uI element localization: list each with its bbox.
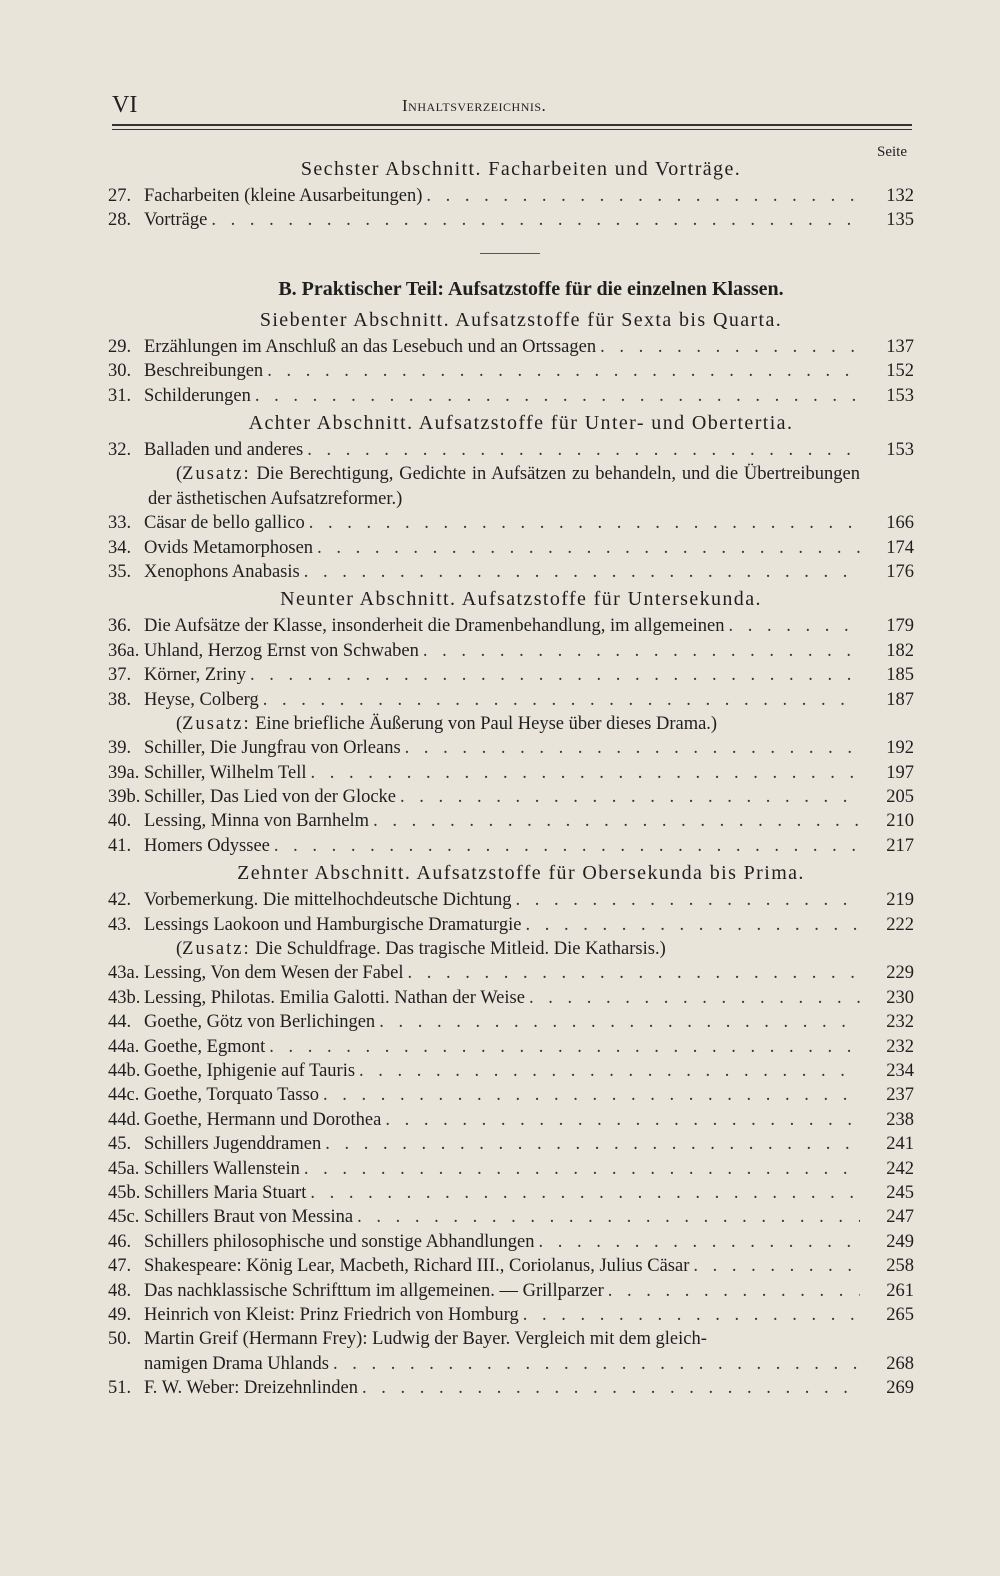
- leader-dots: [274, 834, 860, 858]
- leader-dots: [385, 1108, 860, 1132]
- section-heading: Achter Abschnitt. Aufsatzstoffe für Unter- und Obertertia.: [248, 411, 794, 434]
- entry-page: 242: [886, 1158, 914, 1179]
- entry-number: 28.: [108, 210, 132, 231]
- entry-page: 245: [886, 1182, 914, 1203]
- toc-entry: [108, 1376, 914, 1400]
- entry-title: Heinrich von Kleist: Prinz Friedrich von Homburg: [144, 1304, 519, 1325]
- section-separator: [108, 233, 914, 273]
- entry-title: Lessing, Von dem Wesen der Fabel: [144, 963, 404, 984]
- entry-number: 41.: [108, 835, 132, 856]
- leader-dots: [304, 560, 860, 584]
- leader-dots: [250, 663, 860, 687]
- entry-title: Goethe, Iphigenie auf Tauris: [144, 1061, 356, 1081]
- section-heading: Zehnter Abschnitt. Aufsatzstoffe für Obersekunda bis Prima.: [237, 862, 805, 885]
- entry-title: Facharbeiten (kleine Ausarbeitungen): [144, 186, 423, 206]
- toc-entry: [108, 736, 914, 760]
- entry-page: 135: [886, 210, 914, 231]
- entry-page: 222: [886, 914, 914, 935]
- entry-page: 176: [886, 561, 914, 582]
- entry-page: 197: [886, 762, 914, 783]
- toc-entry: [108, 1035, 914, 1059]
- toc-entry: [108, 1205, 914, 1229]
- entry-title: Vorträge: [144, 210, 208, 231]
- entry-page: 179: [886, 616, 914, 637]
- entry-page: 230: [886, 987, 914, 1008]
- entry-title: Vorbemerkung. Die mittelhochdeutsche Dichtung: [144, 890, 512, 911]
- toc-entry: [108, 1254, 914, 1278]
- leader-dots: [379, 1010, 860, 1034]
- note-label: Zusatz:: [182, 464, 251, 485]
- leader-dots: [304, 1157, 860, 1181]
- entry-number: 51.: [108, 1378, 132, 1399]
- entry-title: Schillers Braut von Messina: [144, 1207, 354, 1228]
- toc-entry: [108, 359, 914, 383]
- entry-page: 261: [886, 1280, 914, 1301]
- entry-page: 234: [886, 1061, 914, 1081]
- entry-number: 39a.: [108, 762, 140, 783]
- leader-dots: [600, 335, 860, 359]
- leader-dots: [405, 736, 860, 760]
- note-text: Die Berechtigung, Gedichte in Aufsätzen zu behandeln, und die Übertreibungen der ästhetischen Aufsatzreformer.): [148, 464, 860, 509]
- entry-page: 217: [886, 835, 914, 856]
- leader-dots: [516, 888, 860, 912]
- entry-number: 36a.: [108, 640, 140, 661]
- note-text: Eine briefliche Äußerung von Paul Heyse über dieses Drama.): [255, 713, 718, 734]
- entry-page: 210: [886, 811, 914, 832]
- entry-note: (Zusatz: Die Berechtigung, Gedichte in Aufsätzen zu behandeln, und die Übertreibungen der ästhetischen Aufsatzreformer.): [148, 464, 860, 509]
- section-heading: Siebenter Abschnitt. Aufsatzstoffe für Sexta bis Quarta.: [259, 308, 783, 331]
- entry-page: 241: [886, 1134, 914, 1155]
- entry-title: Goethe, Götz von Berlichingen: [144, 1012, 376, 1033]
- entry-number: 39b.: [108, 787, 141, 808]
- leader-dots: [423, 639, 860, 663]
- entry-title: Schillers Maria Stuart: [144, 1182, 307, 1203]
- entry-number: 44b.: [108, 1061, 141, 1081]
- entry-page: 192: [886, 738, 914, 759]
- entry-page: 152: [886, 361, 914, 382]
- leader-dots: [523, 1303, 860, 1327]
- entry-title: Beschreibungen: [144, 361, 264, 382]
- toc-entry: [108, 1108, 914, 1132]
- toc-entry: [108, 1083, 914, 1107]
- entry-title: Goethe, Egmont: [144, 1036, 266, 1057]
- entry-page: 265: [886, 1304, 914, 1325]
- entry-title: Schilderungen: [144, 385, 251, 406]
- entry-page: 205: [886, 787, 914, 808]
- entry-number: 43a.: [108, 963, 140, 984]
- entry-number: 46.: [108, 1231, 132, 1252]
- entry-page: 258: [886, 1256, 914, 1277]
- leader-dots: [539, 1230, 860, 1254]
- entry-note: (Zusatz: Eine briefliche Äußerung von Paul Heyse über dieses Drama.): [176, 713, 718, 734]
- entry-number: 45c.: [108, 1207, 140, 1228]
- entry-title: Lessing, Philotas. Emilia Galotti. Nathan der Weise: [144, 987, 525, 1008]
- entry-page: 185: [886, 665, 914, 686]
- entry-number: 44c.: [108, 1085, 140, 1106]
- entry-number: 31.: [108, 385, 132, 406]
- leader-dots: [693, 1254, 860, 1278]
- entry-number: 50.: [108, 1329, 132, 1350]
- entry-number: 37.: [108, 665, 132, 686]
- entry-number: 42.: [108, 890, 132, 911]
- toc-entry: [108, 663, 914, 687]
- entry-number: 34.: [108, 537, 132, 558]
- entry-number: 44d.: [108, 1109, 141, 1130]
- entry-page: 247: [886, 1207, 914, 1228]
- entry-title: Goethe, Torquato Tasso: [144, 1085, 320, 1106]
- toc-entry: [108, 761, 914, 785]
- toc-entry: [108, 809, 914, 833]
- leader-dots: [333, 1352, 860, 1376]
- leader-dots: [263, 688, 860, 712]
- leader-dots: [373, 809, 860, 833]
- entry-page: 229: [886, 963, 914, 984]
- entry-title: Heyse, Colberg: [144, 689, 259, 710]
- toc-entry: [108, 511, 914, 535]
- entry-title: Körner, Zriny: [144, 665, 247, 686]
- entry-number: 44.: [108, 1012, 132, 1033]
- entry-title: Goethe, Hermann und Dorothea: [144, 1109, 382, 1130]
- leader-dots: [729, 614, 860, 638]
- entry-page: 132: [886, 186, 914, 206]
- entry-title: Lessing, Minna von Barnhelm: [144, 811, 370, 832]
- entry-number: 45a.: [108, 1158, 140, 1179]
- toc-entry: [108, 1279, 914, 1303]
- leader-dots: [400, 785, 860, 809]
- entry-page: 187: [886, 689, 914, 710]
- entry-title: Xenophons Anabasis: [144, 561, 300, 582]
- entry-number: 30.: [108, 361, 132, 382]
- entry-number: 49.: [108, 1304, 132, 1325]
- part-heading: B. Praktischer Teil: Aufsatzstoffe für die einzelnen Klassen.: [278, 277, 784, 300]
- section-heading: Neunter Abschnitt. Aufsatzstoffe für Untersekunda.: [280, 588, 762, 611]
- leader-dots: [359, 1059, 860, 1083]
- toc-entry: [108, 1230, 914, 1254]
- leader-dots: [608, 1279, 860, 1303]
- section-heading: Sechster Abschnitt. Facharbeiten und Vorträge.: [300, 158, 742, 180]
- toc-entry: [108, 961, 914, 985]
- entry-title: Ovids Metamorphosen: [144, 537, 314, 558]
- entry-page: 238: [886, 1109, 914, 1130]
- entry-page: 219: [886, 890, 914, 911]
- leader-dots: [323, 1083, 860, 1107]
- entry-title: Balladen und anderes: [144, 439, 304, 460]
- toc-entry: [108, 834, 914, 858]
- entry-title: Schillers Jugenddramen: [144, 1134, 322, 1155]
- header-rule: [112, 124, 912, 126]
- leader-dots: [311, 761, 861, 785]
- entry-number: 33.: [108, 513, 132, 534]
- entry-number: 47.: [108, 1256, 132, 1277]
- toc-entry: [108, 1010, 914, 1034]
- toc-entry: [108, 1303, 914, 1327]
- toc-entry: [108, 208, 914, 232]
- toc-entry: [108, 184, 914, 208]
- entry-title: Martin Greif (Hermann Frey): Ludwig der Bayer. Vergleich mit dem gleich-: [144, 1329, 707, 1350]
- entry-page: 153: [886, 439, 914, 460]
- leader-dots: [317, 536, 860, 560]
- entry-page: 137: [886, 336, 914, 357]
- entry-note: (Zusatz: Die Schuldfrage. Das tragische Mitleid. Die Katharsis.): [176, 939, 666, 960]
- entry-number: 27.: [108, 186, 132, 206]
- entry-number: 36.: [108, 616, 132, 637]
- leader-dots: [408, 961, 860, 985]
- toc-entry: [108, 639, 914, 663]
- leader-dots: [310, 1181, 860, 1205]
- entry-number: 40.: [108, 811, 132, 832]
- page-header: [112, 92, 912, 122]
- toc-entry: [108, 438, 914, 462]
- entry-number: 45b.: [108, 1182, 141, 1203]
- leader-dots: [426, 184, 860, 208]
- page-number: VI: [112, 92, 138, 118]
- entry-page: 268: [886, 1353, 914, 1374]
- entry-number: 38.: [108, 689, 132, 710]
- note-label: Zusatz:: [182, 713, 251, 734]
- toc-entry: [108, 536, 914, 560]
- entry-number: 43b.: [108, 987, 141, 1008]
- entry-title: Homers Odyssee: [144, 835, 270, 856]
- leader-dots: [267, 359, 860, 383]
- entry-number: 32.: [108, 439, 132, 460]
- leader-dots: [525, 913, 860, 937]
- toc-entry: [108, 913, 914, 937]
- toc-entry: [108, 888, 914, 912]
- entry-title: Das nachklassische Schrifttum im allgemeinen. — Grillparzer: [144, 1280, 604, 1301]
- leader-dots: [269, 1035, 860, 1059]
- entry-number: 39.: [108, 738, 132, 759]
- entry-page: 249: [886, 1231, 914, 1252]
- table-of-contents: [108, 150, 914, 1400]
- toc-entry: [108, 785, 914, 809]
- entry-title: Schiller, Das Lied von der Glocke: [144, 787, 397, 808]
- entry-page: 232: [886, 1012, 914, 1033]
- entry-page: 237: [886, 1085, 914, 1106]
- leader-dots: [357, 1205, 860, 1229]
- toc-entry: [108, 688, 914, 712]
- toc-entry: [108, 1157, 914, 1181]
- entry-title: Schillers Wallenstein: [144, 1158, 300, 1179]
- toc-entry: [108, 384, 914, 408]
- entry-title: Erzählungen im Anschluß an das Lesebuch und an Ortssagen: [144, 336, 597, 357]
- entry-page: 153: [886, 385, 914, 406]
- toc-entry: [108, 1181, 914, 1205]
- header-rule-thin: [112, 129, 912, 130]
- entry-page: 232: [886, 1036, 914, 1057]
- entry-page: 166: [886, 513, 914, 534]
- entry-number: 35.: [108, 561, 132, 582]
- leader-dots: [255, 384, 860, 408]
- entry-title: Lessings Laokoon und Hamburgische Dramaturgie: [144, 914, 522, 935]
- toc-entry: [108, 1059, 914, 1083]
- entry-number: 44a.: [108, 1036, 140, 1057]
- toc-entry: [108, 1132, 914, 1156]
- entry-title: Schillers philosophische und sonstige Abhandlungen: [144, 1231, 535, 1252]
- leader-dots: [529, 986, 860, 1010]
- toc-entry: [108, 614, 914, 638]
- toc-entry: [108, 560, 914, 584]
- leader-dots: [307, 438, 860, 462]
- entry-title: Uhland, Herzog Ernst von Schwaben: [144, 640, 419, 661]
- leader-dots: [211, 208, 860, 232]
- entry-page: 269: [886, 1378, 914, 1399]
- toc-entry: [108, 1327, 914, 1351]
- toc-entry: [108, 986, 914, 1010]
- entry-title: Shakespeare: König Lear, Macbeth, Richard III., Coriolanus, Julius Cäsar: [144, 1256, 690, 1277]
- page-column-label: Seite: [877, 144, 907, 160]
- entry-title: F. W. Weber: Dreizehnlinden: [144, 1378, 359, 1399]
- entry-number: 48.: [108, 1280, 132, 1301]
- entry-title-continuation: namigen Drama Uhlands: [144, 1353, 329, 1374]
- entry-page: 182: [886, 640, 914, 661]
- entry-title: Schiller, Die Jungfrau von Orleans: [144, 738, 401, 759]
- entry-number: 45.: [108, 1134, 132, 1155]
- leader-dots: [362, 1376, 860, 1400]
- entry-page: 174: [886, 537, 914, 558]
- entry-title: Schiller, Wilhelm Tell: [144, 762, 307, 783]
- entry-title: Cäsar de bello gallico: [144, 513, 305, 534]
- leader-dots: [325, 1132, 860, 1156]
- entry-title: Die Aufsätze der Klasse, insonderheit die Dramenbehandlung, im allgemeinen: [144, 616, 725, 637]
- note-label: Zusatz:: [182, 939, 251, 960]
- entry-number: 29.: [108, 336, 132, 357]
- note-text: Die Schuldfrage. Das tragische Mitleid. Die Katharsis.): [255, 939, 666, 960]
- leader-dots: [309, 511, 860, 535]
- running-title: Inhaltsverzeichnis.: [402, 96, 547, 115]
- toc-entry-continuation: [108, 1352, 914, 1376]
- toc-entry: [108, 335, 914, 359]
- entry-number: 43.: [108, 914, 132, 935]
